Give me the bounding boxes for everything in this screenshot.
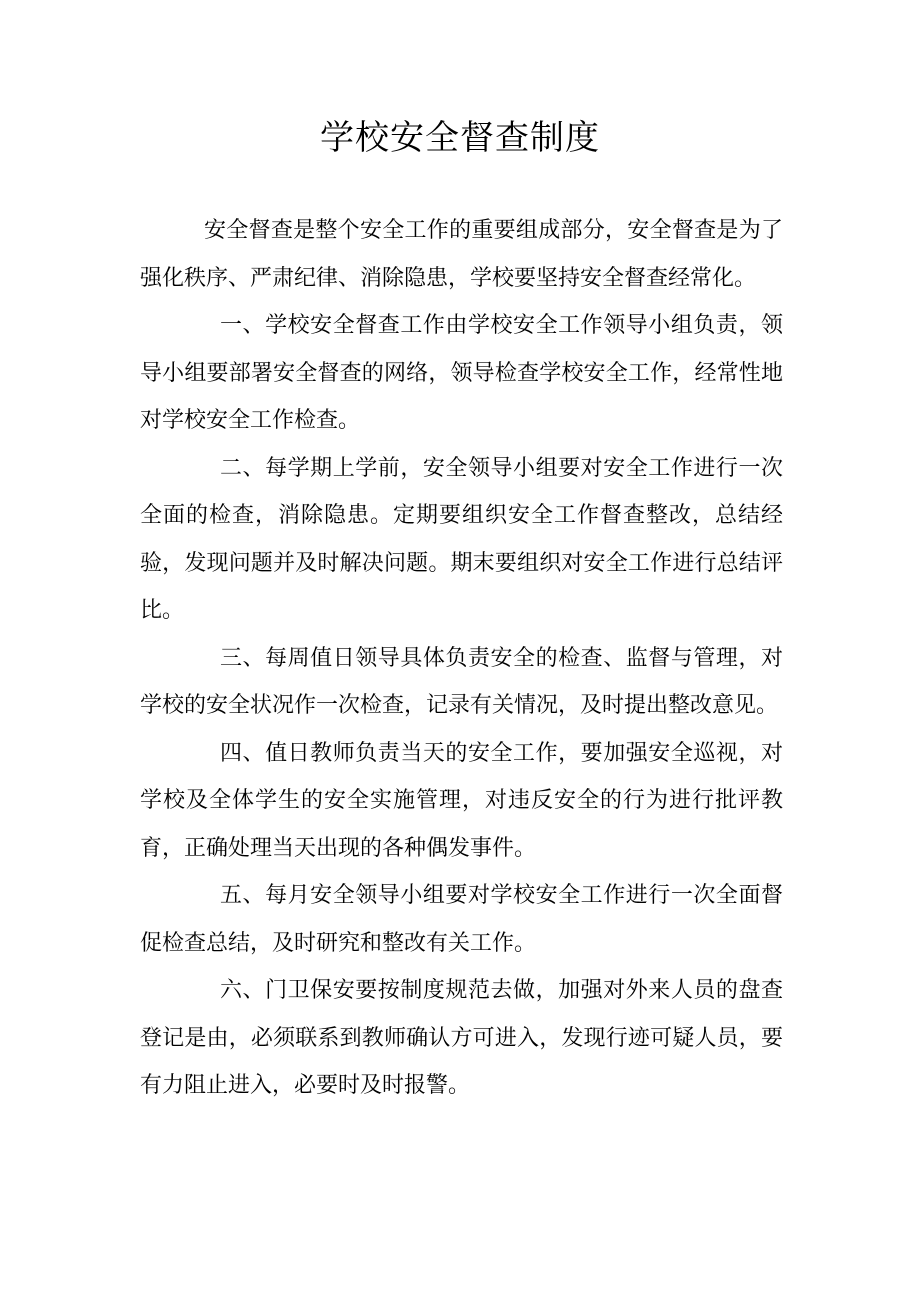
paragraph-item-1: 一、学校安全督查工作由学校安全工作领导小组负责，领导小组要部署安全督查的网络，领导检查学校安全工作，经常性地对学校安全工作检查。	[140, 313, 783, 433]
paragraph-item-2: 二、每学期上学前，安全领导小组要对安全工作进行一次全面的检查，消除隐患。定期要组织安全工作督查整改，总结经验，发现问题并及时解决问题。期末要组织对安全工作进行总结评比。	[140, 455, 783, 623]
document-title: 学校安全督查制度	[320, 118, 600, 158]
paragraph-item-6: 六、门卫保安要按制度规范去做，加强对外来人员的盘查登记是由，必须联系到教师确认方可进入，发现行迹可疑人员，要有力阻止进入，必要时及时报警。	[140, 978, 783, 1098]
document-body	[140, 207, 783, 1110]
paragraph-item-4: 四、值日教师负责当天的安全工作，要加强安全巡视，对学校及全体学生的安全实施管理，对违反安全的行为进行批评教育，正确处理当天出现的各种偶发事件。	[140, 740, 783, 861]
paragraph-intro: 安全督查是整个安全工作的重要组成部分，安全督查是为了强化秩序、严肃纪律、消除隐患，学校要坚持安全督查经常化。	[140, 218, 783, 291]
paragraph-item-5: 五、每月安全领导小组要对学校安全工作进行一次全面督促检查总结，及时研究和整改有关工作。	[140, 883, 783, 956]
paragraph-item-3: 三、每周值日领导具体负责安全的检查、监督与管理，对学校的安全状况作一次检查，记录有关情况，及时提出整改意见。	[140, 645, 783, 718]
